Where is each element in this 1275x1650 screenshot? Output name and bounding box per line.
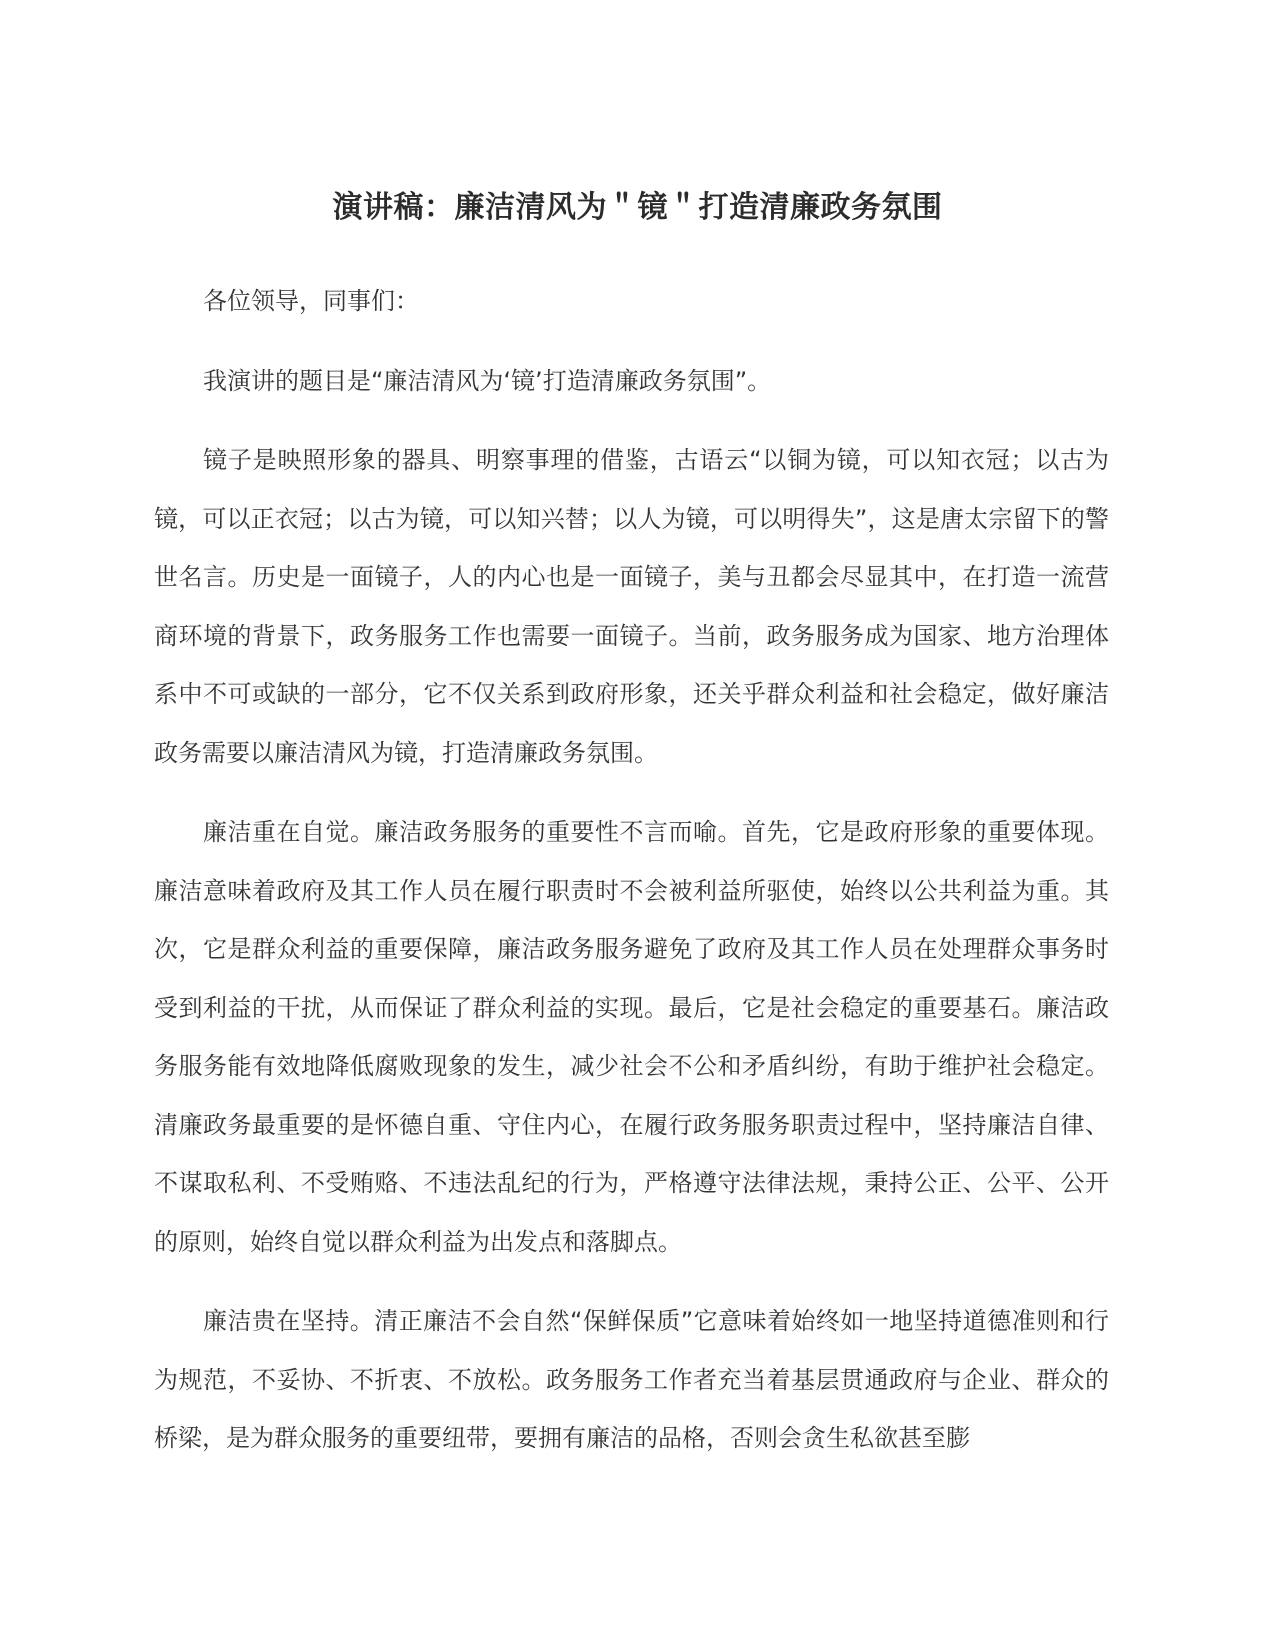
page-title: 演讲稿：廉洁清风为＂镜＂打造清廉政务氛围 <box>332 190 943 225</box>
paragraph-persistence: 廉洁贵在坚持。清正廉洁不会自然“保鲜保质”它意味着始终如一地坚持道德准则和行为规范，不妥协、不折衷、不放松。政务服务工作者充当着基层贯通政府与企业、群众的桥梁，是为群众服务的重要纽带，要拥有廉洁的品格，否则会贪生私欲甚至膨 <box>154 1307 1109 1452</box>
paragraph-mirror: 镜子是映照形象的器具、明察事理的借鉴，古语云“以铜为镜，可以知衣冠；以古为镜，可以正衣冠；以古为镜，可以知兴替；以人为镜，可以明得失”，这是唐太宗留下的警世名言。历史是一面镜子，人的内心也是一面镜子，美与丑都会尽显其中，在打造一流营商环境的背景下，政务服务工作也需要一面镜子。当前，政务服务成为国家、地方治理体系中不可或缺的一部分，它不仅关系到政府形象，还关乎群众利益和社会稳定，做好廉洁政务需要以廉洁清风为镜，打造清廉政务氛围。 <box>154 446 1109 767</box>
paragraph-self-discipline: 廉洁重在自觉。廉洁政务服务的重要性不言而喻。首先，它是政府形象的重要体现。廉洁意味着政府及其工作人员在履行职责时不会被利益所驱使，始终以公共利益为重。其次，它是群众利益的重要保障，廉洁政务服务避免了政府及其工作人员在处理群众事务时受到利益的干扰，从而保证了群众利益的实现。最后，它是社会稳定的重要基石。廉洁政务服务能有效地降低腐败现象的发生，减少社会不公和矛盾纠纷，有助于维护社会稳定。清廉政务最重要的是怀德自重、守住内心，在履行政务服务职责过程中，坚持廉洁自律、不谋取私利、不受贿赂、不违法乱纪的行为，严格遵守法律法规，秉持公正、公平、公开的原则，始终自觉以群众利益为出发点和落脚点。 <box>154 818 1109 1256</box>
paragraph-topic: 我演讲的题目是“廉洁清风为‘镜’打造清廉政务氛围”。 <box>203 366 772 395</box>
paragraph-salutation: 各位领导，同事们： <box>203 287 419 315</box>
document-body <box>154 272 1109 1489</box>
